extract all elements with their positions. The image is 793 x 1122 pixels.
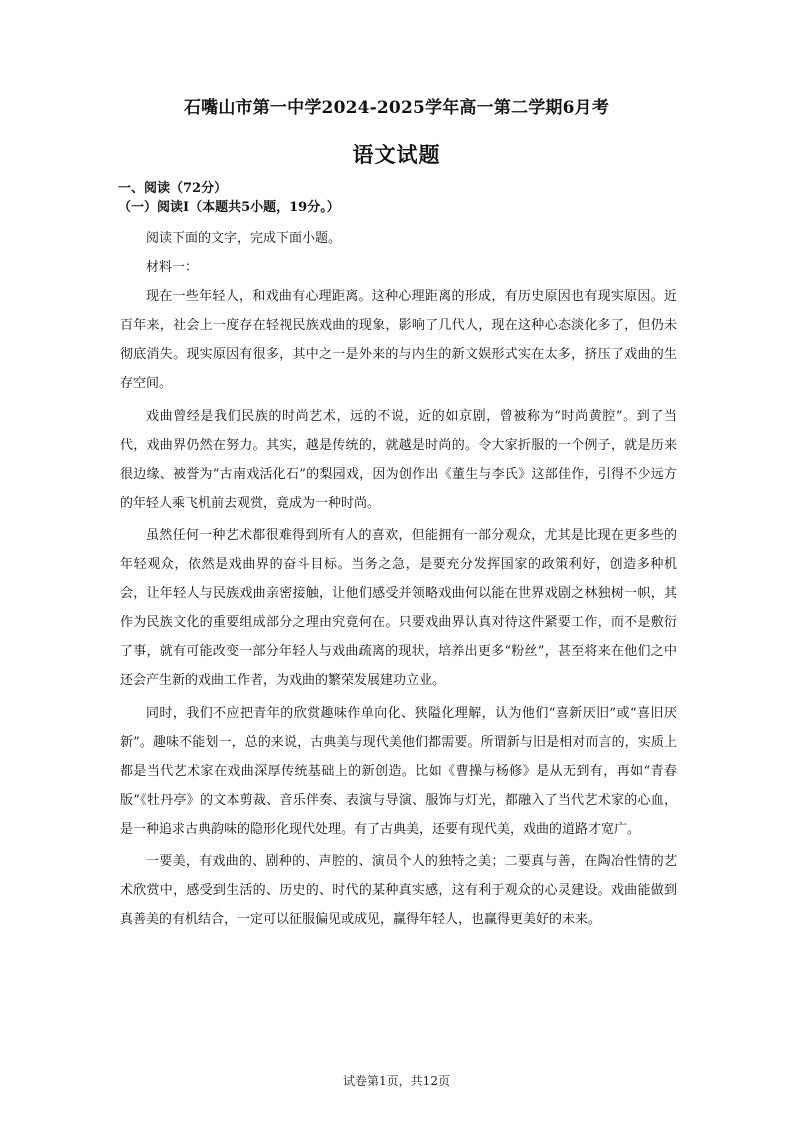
subsection-heading-reading-1: （一）阅读I（本题共5小题，19分。） <box>118 200 340 215</box>
passage-paragraph: 一要美，有戏曲的、剧种的、声腔的、演员个人的独特之美；二要真与善，在陶冶性情的艺术欣赏中，感受到生活的、历史的、时代的某种真实感，这有利于观众的心灵建设。戏曲能做到真善美的有机结合，一定可以征服偏见或成见，赢得年轻人，也赢得更美好的未来。 <box>120 853 677 928</box>
passage-paragraph: 戏曲曾经是我们民族的时尚艺术，远的不说，近的如京剧，曾被称为“时尚黄腔”。到了当代，戏曲界仍然在努力。其实，越是传统的，就越是时尚的。令大家折服的一个例子，就是历来很边缘、被誉为“古南戏活化石”的梨园戏，因为创作出《董生与李氏》这部佳作，引得不少远方的年轻人乘飞机前去观赏，竟成为一种时尚。 <box>120 408 677 511</box>
exam-subtitle: 语文试题 <box>352 142 441 167</box>
exam-title: 石嘴山市第一中学2024-2025学年高一第二学期6月考 <box>183 98 610 118</box>
reading-passage <box>120 224 677 934</box>
page-footer: 试卷第1页，共12页 <box>343 1074 450 1088</box>
passage-paragraph: 同时，我们不应把青年的欣赏趣味作单向化、狭隘化理解，认为他们“喜新厌旧”或“喜旧厌新”。趣味不能划一，总的来说，古典美与现代美他们都需要。所谓新与旧是相对而言的，实质上都是当代艺术家在戏曲深厚传统基础上的新创造。比如《曹操与杨修》是从无到有，再如“青春版”《牡丹亭》的文本剪裁、音乐伴奏、表演与导演、服饰与灯光，都融入了当代艺术家的心血，是一种追求古典韵味的隐形化现代处理。有了古典美，还要有现代美，戏曲的道路才宽广。 <box>120 705 677 837</box>
passage-paragraph: 虽然任何一种艺术都很难得到所有人的喜欢，但能拥有一部分观众，尤其是比现在更多些的年轻观众，依然是戏曲界的奋斗目标。当务之急，是要充分发挥国家的政策利好，创造多种机会，让年轻人与民族戏曲亲密接触，让他们感受并领略戏曲何以能在世界戏剧之林独树一帜，其作为民族文化的重要组成部分之理由究竟何在。只要戏曲界认真对待这件紧要工作，而不是敷衍了事，就有可能改变一部分年轻人与戏曲疏离的现状，培养出更多“粉丝”，甚至将来在他们之中还会产生新的戏曲工作者，为戏曲的繁荣发展建功立业。 <box>120 527 677 689</box>
passage-paragraph: 现在一些年轻人，和戏曲有心理距离。这种心理距离的形成，有历史原因也有现实原因。近百年来，社会上一度存在轻视民族戏曲的现象，影响了几代人，现在这种心态淡化多了，但仍未彻底消失。现实原因有很多，其中之一是外来的与内生的新文娱形式实在太多，挤压了戏曲的生存空间。 <box>120 289 677 392</box>
instruction-text: 阅读下面的文字，完成下面小题。 <box>146 231 342 246</box>
material-label: 材料一： <box>146 260 199 276</box>
section-heading-reading: 一、阅读（72分） <box>118 181 228 196</box>
